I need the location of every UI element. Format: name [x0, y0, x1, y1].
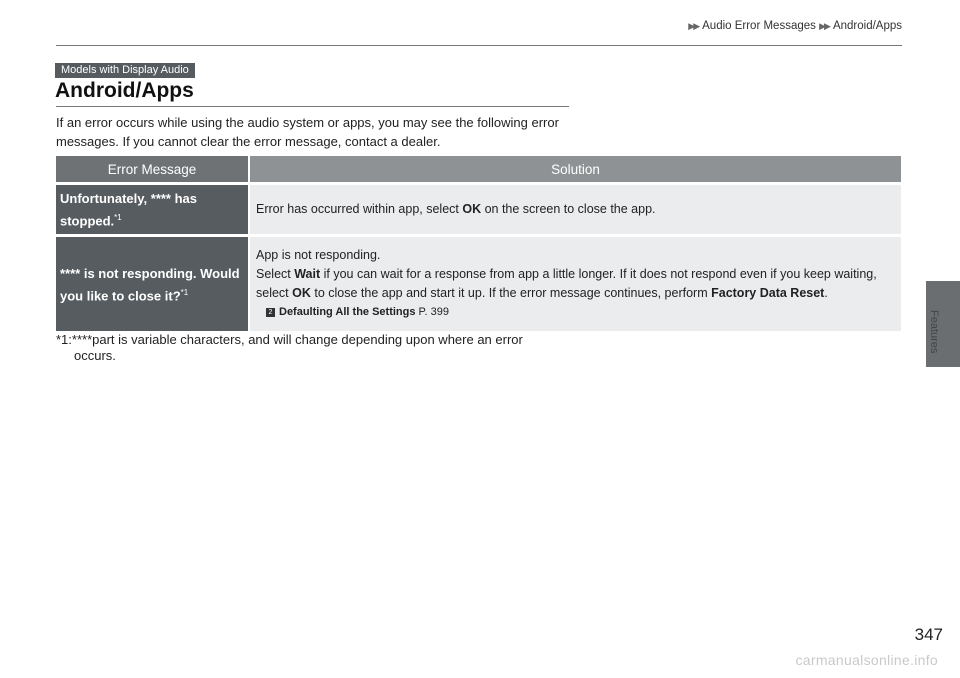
page-title: Android/Apps: [55, 79, 194, 102]
footnote: [56, 332, 576, 364]
solution-text: to close the app and start it up. If the error message continues, perform: [310, 286, 712, 301]
solution-line: App is not responding.: [256, 248, 381, 263]
title-rule: [56, 106, 569, 107]
breadcrumb-arrow-icon: ▶▶: [819, 21, 829, 31]
breadcrumb-arrow-icon: ▶▶: [688, 21, 699, 31]
solution-text: .: [824, 286, 828, 301]
solution-text: on the screen to close the app.: [481, 202, 656, 217]
reference-page: P. 399: [415, 306, 449, 319]
solution-cell: [248, 185, 901, 234]
intro-paragraph: If an error occurs while using the audio system or apps, you may see the following error messages. If you cannot clear the error message, contact a dealer.: [56, 115, 559, 149]
table-header-row: [56, 156, 901, 182]
solution-cell: [248, 237, 901, 331]
breadcrumb-item-android-apps[interactable]: Android/Apps: [832, 20, 902, 32]
reference-arrow-icon: 2: [266, 308, 275, 317]
solution-text: Select: [256, 267, 295, 282]
footnote-mark: *1: [180, 287, 189, 297]
solution-paragraph: [256, 265, 895, 303]
header-rule: [56, 45, 902, 46]
footnote-text-continued: occurs.: [74, 348, 116, 363]
error-message-table: [56, 153, 901, 334]
ok-keyword: OK: [462, 202, 482, 217]
page-number: 347: [914, 625, 943, 644]
reference-title: Defaulting All the Settings: [279, 306, 416, 319]
error-message-text: Unfortunately, **** has stopped.: [60, 191, 198, 229]
table-row: [56, 185, 901, 234]
footnote-mark: *1: [114, 213, 122, 222]
watermark: carmanualsonline.info: [795, 652, 938, 668]
error-message-cell: [56, 237, 248, 331]
ok-keyword: OK: [292, 286, 311, 301]
table-row: [56, 237, 901, 331]
column-header-solution: Solution: [248, 156, 901, 182]
wait-keyword: Wait: [294, 267, 321, 282]
breadcrumb: [688, 20, 902, 32]
breadcrumb-item-audio-error-messages[interactable]: Audio Error Messages: [702, 20, 816, 32]
footnote-text: ****part is variable characters, and will change depending upon where an error: [71, 332, 523, 347]
cross-reference-link[interactable]: [266, 303, 895, 322]
solution-text: if you can wait for a response from app a little longer. If it does not respond even if you keep waiting, select: [256, 267, 877, 301]
solution-text: Error has occurred within app, select: [256, 202, 463, 217]
error-message-cell: [56, 185, 248, 234]
error-message-text: **** is not responding. Would you like to close it?: [60, 265, 240, 303]
factory-data-reset-keyword: Factory Data Reset: [711, 286, 825, 301]
section-label: Features: [928, 310, 940, 354]
column-header-error-message: Error Message: [56, 156, 248, 182]
model-badge: Models with Display Audio: [55, 63, 195, 78]
footnote-mark: *1:: [56, 332, 72, 347]
